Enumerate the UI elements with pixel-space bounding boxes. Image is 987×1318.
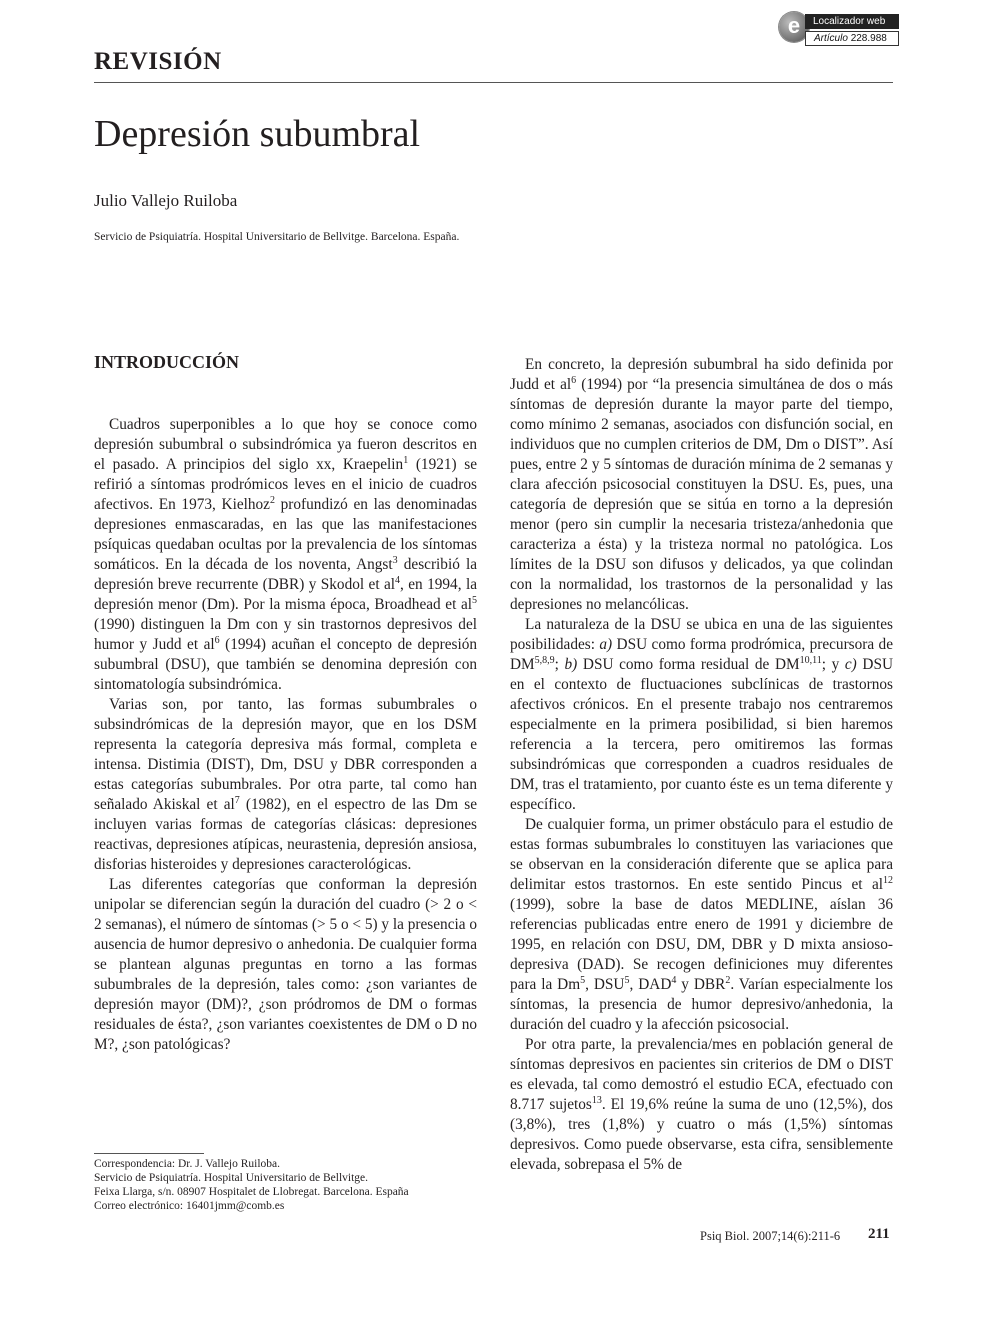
citation-superscript: 5: [472, 594, 477, 606]
citation-superscript: 4: [395, 574, 401, 586]
body-paragraph: Por otra parte, la prevalencia/mes en población general de síntomas depresivos en pacientes sin criterios de DM o DIST es elevada, tal como demostró el estudio ECA, efectuado con 8.717 sujetos$^{13}$. El 19,6% reúne la suma de uno (12,5%), dos (3,8%), tres (1,8%) y cuatro o más (1,5%) síntomas depresivos. Como puede observarse, esta cifra, sensiblemente elevada, sobrepasa el 5% de: [510, 1036, 894, 1173]
e-logo-icon: e: [779, 12, 809, 42]
list-marker: c): [844, 656, 857, 673]
citation-superscript: 7: [234, 794, 240, 806]
citation-superscript: 5: [580, 974, 586, 986]
left-column: [94, 415, 477, 1055]
citation-superscript: 12: [883, 874, 893, 886]
footnote-divider: [94, 1153, 204, 1154]
body-paragraph: En concreto, la depresión subumbral ha sido definida por Judd et $al^6$ (1994) por “la presencia simultánea de dos o más síntomas de depresión durante la mayor parte del tiempo, como mínimo 2 semanas, asociados con disfunción social, en individuos que no cumplen criterios de DM, Dm o DIST”. Así pues, entre 2 y 5 síntomas de duración mínima de 2 semanas y clara afección psicosocial constituyen la DSU. Es, pues, una categoría de depresión que se sitúa en torno a la depresión menor (pero sin cumplir la necesaria tristeza/anhedonia que caracteriza a ésta) y la tristeza normal no patológica. Los límites de la DSU son difusos y delicados, ya que colindan con la normalidad, los trastornos de la personalidad y las depresiones no melancólicas.: [510, 356, 893, 613]
body-paragraph: La naturaleza de la DSU se ubica en una de las siguientes posibilidades: a) DSU como forma prodrómica, precursora de DM$^{5,8,9}$; b) DSU como forma residual de DM$^{10,11}$; y c) DSU en el contexto de fluctuaciones subclínicas de trastornos afectivos crónicos. En el presente trabajo nos centraremos especialmente en la primera posibilidad, si bien haremos referencia a la tercera, pero omitiremos las formas subsindrómicas que corresponden a cuadros residuales de DM, tras el tratamiento, por cuanto éste es un tema diferente y específico.: [510, 616, 893, 813]
badge-top-label: Localizador web: [805, 14, 899, 29]
citation-superscript: 10,11: [799, 654, 822, 666]
badge-article-label: Artículo 228.988: [805, 31, 899, 46]
citation-superscript: 3: [392, 554, 398, 566]
header-divider: [94, 82, 893, 83]
author-affiliation: Servicio de Psiquiatría. Hospital Universitario de Bellvitge. Barcelona. España.: [94, 231, 460, 243]
citation-superscript: 6: [214, 634, 220, 646]
section-label: REVISIÓN: [94, 48, 222, 75]
journal-reference: Psiq Biol. 2007;14(6):211-6: [700, 1229, 841, 1243]
page-number: 211: [868, 1226, 890, 1242]
footnote-line: Correspondencia: Dr. J. Vallejo Ruiloba.: [94, 1158, 280, 1170]
footnote-email: Correo electrónico: 16401jmm@comb.es: [94, 1200, 285, 1212]
citation-superscript: 2: [269, 494, 275, 506]
citation-superscript: 4: [671, 974, 677, 986]
author-name: Julio Vallejo Ruiloba: [94, 191, 238, 210]
body-paragraph: Varias son, por tanto, las formas subumbrales o subsindrómicas de la depresión mayor, que en los DSM representa la categoría depresiva más formal, completa e intensa. Distimia (DIST), Dm, DSU y DBR corresponden a estas categorías subumbrales. Por otra parte, tal como han señalado Akiskal et $al^7$ (1982), en el espectro de las Dm se incluyen varias formas de categorías clásicas: depresiones reactivas, depresiones atípicas, neurastenia, depresión ansiosa, disforias histeroides y depresiones caracterológicas.: [94, 696, 477, 873]
citation-superscript: 13: [591, 1094, 602, 1106]
citation-superscript: 2: [725, 974, 731, 986]
list-marker: a): [599, 636, 613, 653]
body-paragraph: Las diferentes categorías que conforman la depresión unipolar se diferencian según la duración del cuadro (> 2 o < 2 semanas), el número de síntomas (> 5 o < 5) y la presencia o ausencia de humor depresivo o anhedonia. De cualquier forma se plantean algunas preguntas en torno a las formas subumbrales de la depresión, tales como: ¿son variantes de depresión mayor (DM)?, ¿son pródromos de DM o formas residuales de ésta?, ¿son variantes coexistentes de DM o D no M?, ¿son patológicas?: [94, 876, 477, 1053]
citation-superscript: 5,8,9: [534, 654, 555, 666]
right-column: [510, 355, 893, 1175]
footnote-line: Feixa Llarga, s/n. 08907 Hospitalet de Llobregat. Barcelona. España: [94, 1186, 409, 1198]
citation-superscript: 5: [624, 974, 630, 986]
citation-superscript: 1: [403, 454, 409, 466]
citation-superscript: 6: [571, 374, 577, 386]
web-locator-badge: [779, 12, 899, 48]
body-paragraph: De cualquier forma, un primer obstáculo para el estudio de estas formas subumbrales lo constituyen las variaciones que se observan en la consideración diferente que se aplica para delimitar estos trastornos. En este sentido Pincus et $al^{12}$ (1999), sobre la base de datos MEDLINE, aíslan 36 referencias publicadas entre enero de 1991 y diciembre de 1995, en relación con DSU, DM, DBR y D mixta ansioso-depresiva (DAD). Se recogen definiciones muy diferentes para la Dm$^5$, DSU$^5$, DAD$^4$ y DBR$^2$. Varían especialmente los síntomas, la presencia de humor depresivo/anhedonia, la duración del cuadro y la afección psicosocial.: [510, 816, 894, 1033]
section-heading-introduccion: INTRODUCCIÓN: [94, 352, 240, 372]
body-paragraph: Cuadros superponibles a lo que hoy se conoce como depresión subumbral o subsindrómica ya fueron descritos en el pasado. A principios del siglo xx, Kraepelin$^1$ (1921) se refirió a síntomas prodrómicos leves en el inicio de cuadros afectivos. En 1973, Kielhoz$^2$ profundizó en las denominadas depresiones enmascaradas, en las que las manifestaciones psíquicas quedaban ocultas por la prevalencia de los síntomas somáticos. En la década de los noventa, Angst$^3$ describió la depresión breve recurrente (DBR) y Skodol et $al^4$, en 1994, la depresión menor (Dm). Por la misma época, Broadhead et $al^5$ (1990) distinguen la Dm con y sin trastornos depresivos del humor y Judd et $al^6$ (1994) acuñan el concepto de depresión subumbral (DSU), que también se denomina depresión con sintomatología subsindrómica.: [94, 416, 478, 693]
footnote-line: Servicio de Psiquiatría. Hospital Universitario de Bellvitge.: [94, 1172, 369, 1184]
correspondence-footnote: [94, 1157, 409, 1213]
article-title: Depresión subumbral: [94, 113, 421, 155]
list-marker: b): [564, 656, 578, 673]
